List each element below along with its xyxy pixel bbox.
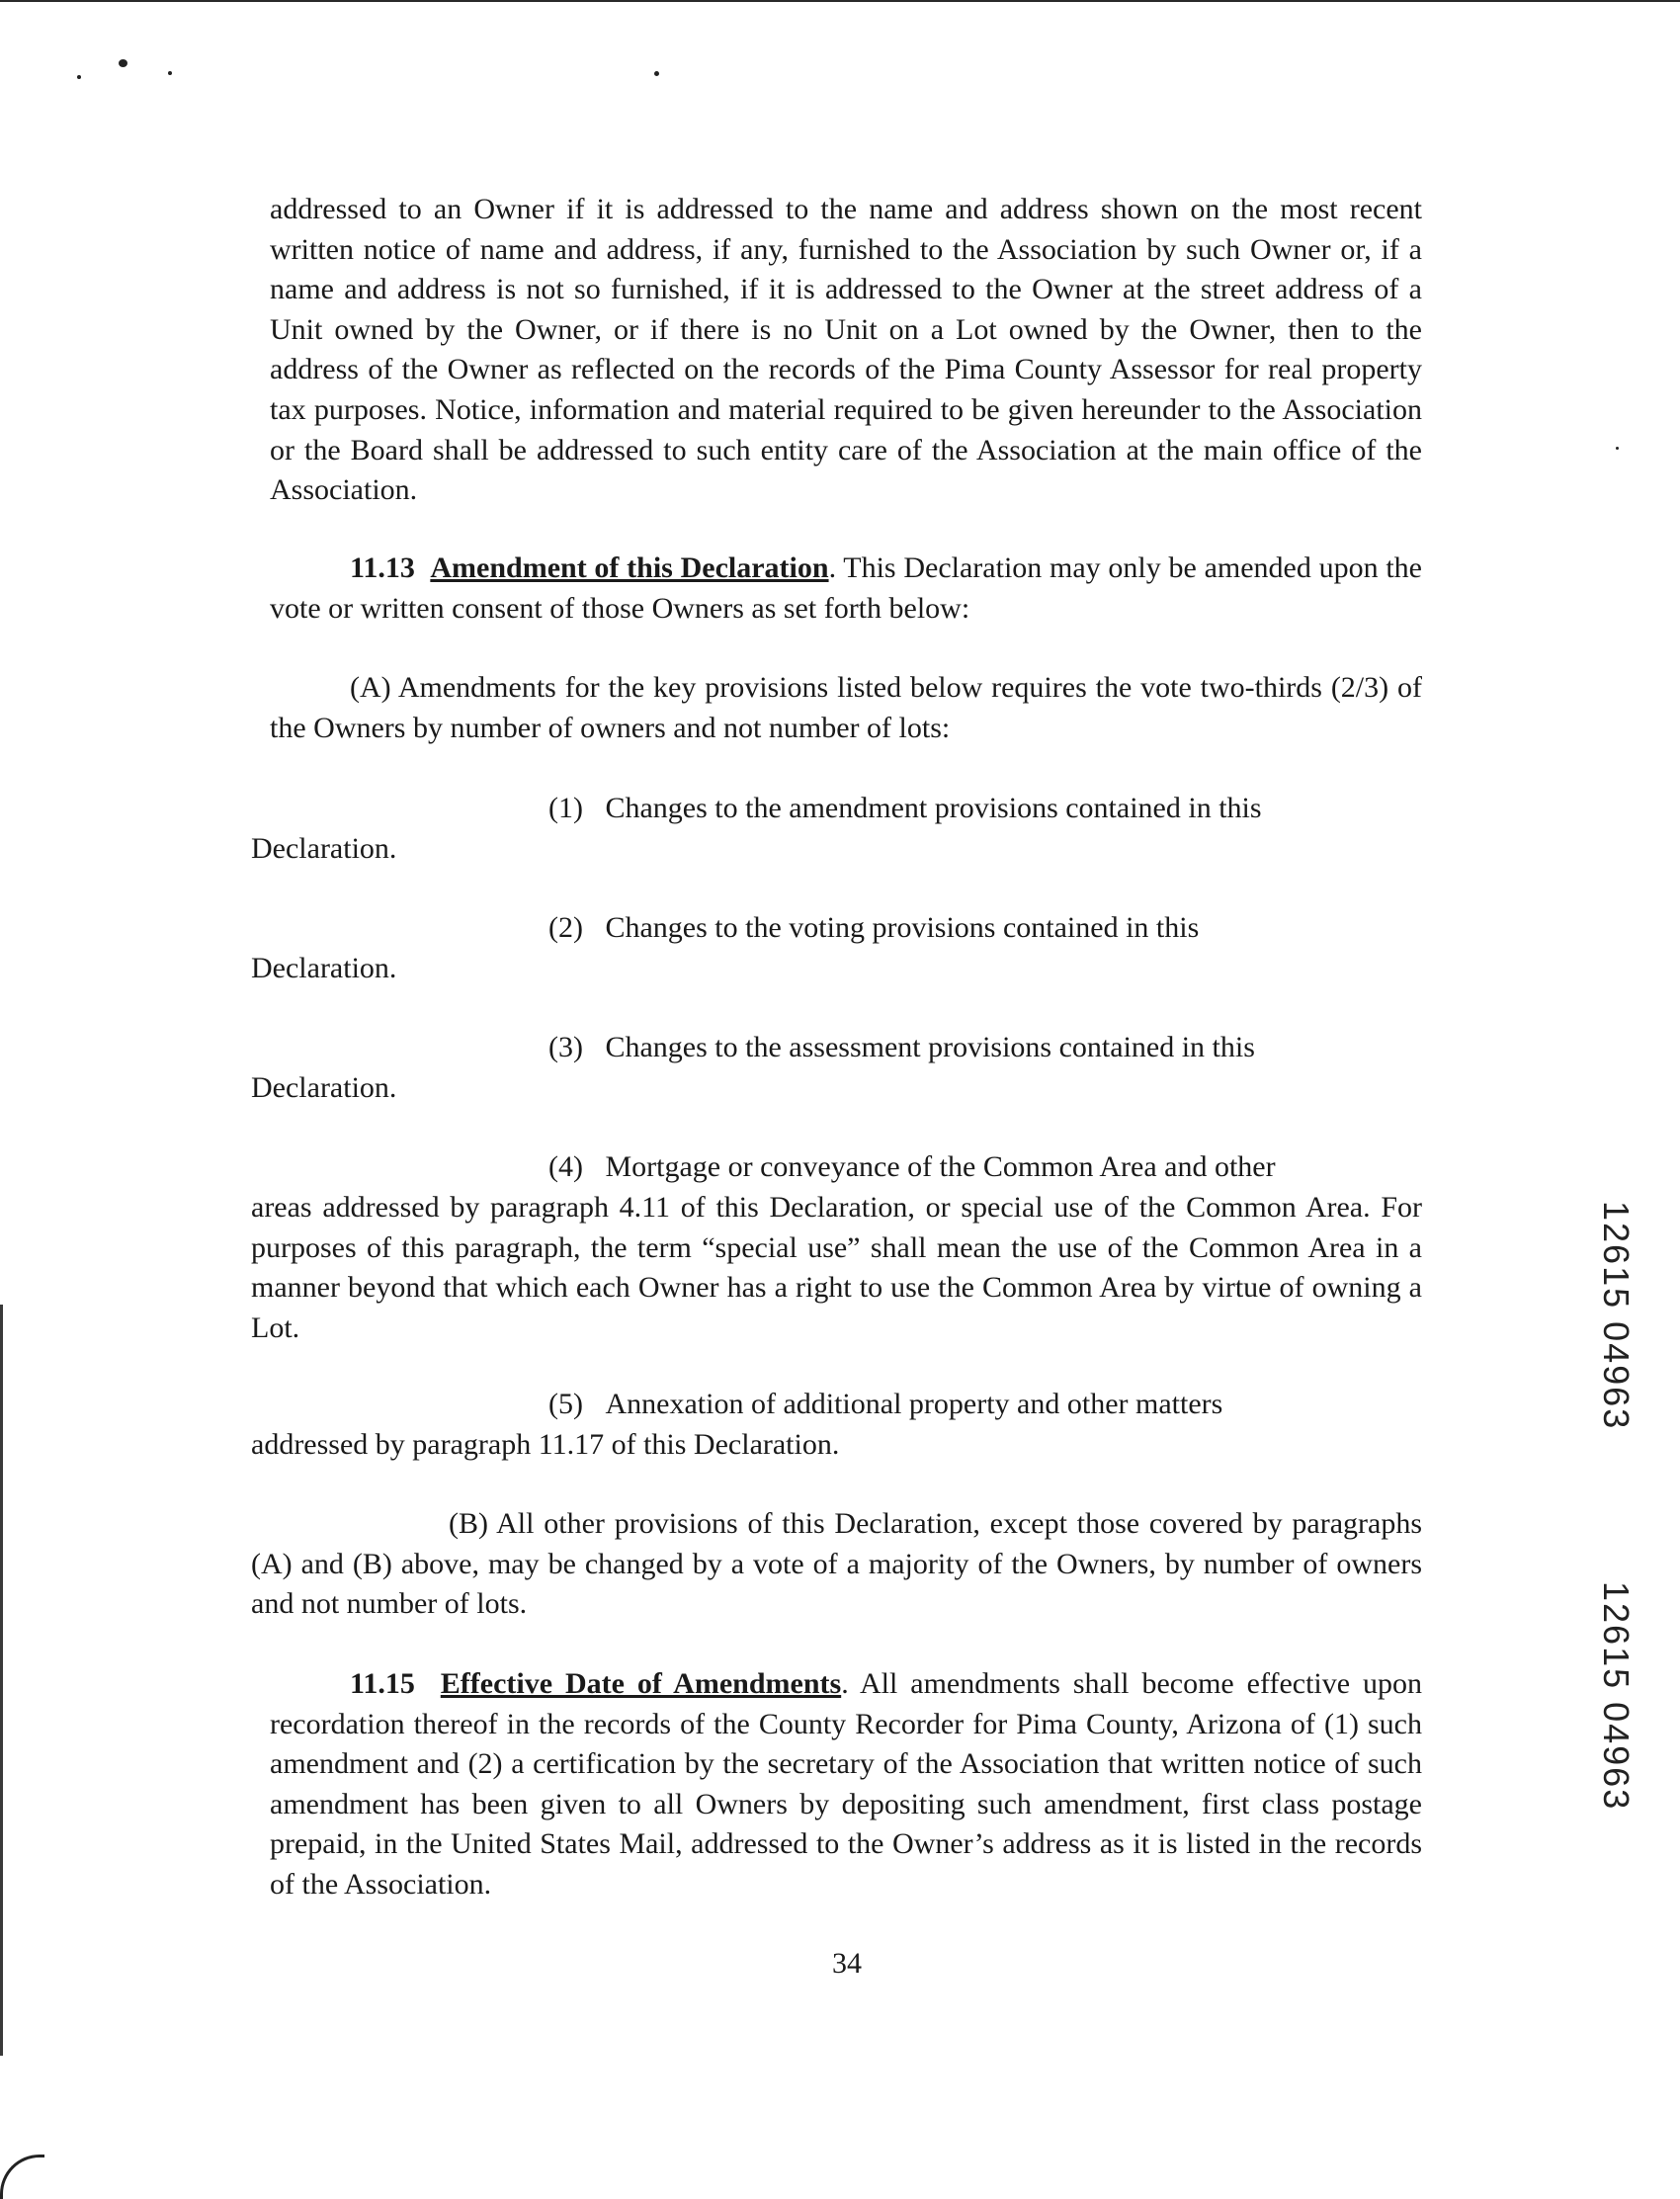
- scan-speck: [168, 71, 172, 75]
- item-1-label: (1): [548, 792, 583, 824]
- scan-edge-shadow: [0, 1305, 3, 2056]
- scan-speck: [1616, 447, 1619, 450]
- item-1-line: [548, 789, 1262, 828]
- item-3-text: Changes to the assessment provisions contained in this: [605, 1031, 1255, 1063]
- item-4-continuation: areas addressed by paragraph 4.11 of this Declaration, or special use of the Common Area. For purposes of this paragraph, the term “special use” shall mean the use of the Common Area in a manner beyond that which each Owner has a right to use the Common Area by virtue of owning a Lot.: [251, 1191, 1422, 1344]
- section-11-15-paragraph: [270, 1664, 1422, 1905]
- item-4-label: (4): [548, 1150, 583, 1183]
- item-1-text: Changes to the amendment provisions contained in this: [605, 792, 1262, 824]
- item-3-line: [548, 1028, 1255, 1067]
- item-1-continuation: Declaration.: [251, 832, 397, 865]
- item-5-continuation: addressed by paragraph 11.17 of this Declaration.: [251, 1428, 840, 1461]
- section-11-15-title: Effective Date of Amendments: [440, 1667, 842, 1700]
- item-5-line: [548, 1385, 1222, 1424]
- section-11-13-paragraph: [270, 549, 1422, 629]
- item-4-line: [548, 1147, 1276, 1187]
- scan-speck: [119, 59, 127, 67]
- item-5-label: (5): [548, 1388, 583, 1420]
- section-11-15-number: 11.15: [350, 1667, 415, 1700]
- item-3-label: (3): [548, 1031, 583, 1063]
- item-2-label: (2): [548, 911, 583, 944]
- clause-b-paragraph: (B) All other provisions of this Declaration, except those covered by paragraphs (A) and (B) above, may be changed by a vote of a majority of the Owners, by number of owners and not number of lots.: [251, 1507, 1422, 1621]
- section-11-13-number: 11.13: [350, 551, 415, 584]
- section-11-13-body: . This Declaration may only be amended upon the vote or written consent of those Owners as set forth below:: [270, 551, 1423, 625]
- page-number: 34: [832, 1947, 862, 1980]
- item-5-text: Annexation of additional property and other matters: [605, 1388, 1223, 1420]
- recording-stamp-lower: 12615 04963: [1596, 1581, 1637, 1812]
- intro-paragraph: addressed to an Owner if it is addressed to the name and address shown on the most recent written notice of name and address, if any, furnished to the Association by such Owner or, if a name and address is not so furnished, if it is addressed to the Owner at the street address of a Unit owned by the Owner, or if there is no Unit on a Lot owned by the Owner, then to the address of the Owner as reflected on the records of the Pima County Assessor for real property tax purposes. Notice, information and material required to be given hereunder to the Association or the Board shall be addressed to such entity care of the Association at the main office of the Association.: [270, 193, 1422, 507]
- item-2-line: [548, 908, 1199, 948]
- item-2-text: Changes to the voting provisions contained in this: [605, 911, 1200, 944]
- section-11-13-title: Amendment of this Declaration: [430, 551, 829, 584]
- item-2-continuation: Declaration.: [251, 952, 397, 984]
- section-11-15-body: . All amendments shall become effective upon recordation thereof in the records of the County Recorder for Pima County, Arizona of (1) such amendment and (2) a certification by the secretary of the Association that written notice of such amendment has been given to all Owners by depositing such amendment, first class postage prepaid, in the United States Mail, addressed to the Owner’s address as it is listed in the records of the Association.: [270, 1667, 1423, 1901]
- item-4-text: Mortgage or conveyance of the Common Area and other: [605, 1150, 1276, 1183]
- item-3-continuation: Declaration.: [251, 1071, 397, 1104]
- scan-speck: [654, 71, 659, 76]
- clause-a-paragraph: (A) Amendments for the key provisions listed below requires the vote two-thirds (2/3) of the Owners by number of owners and not number of lots:: [270, 671, 1422, 744]
- scan-speck: [77, 75, 81, 79]
- recording-stamp-upper: 12615 04963: [1596, 1201, 1637, 1431]
